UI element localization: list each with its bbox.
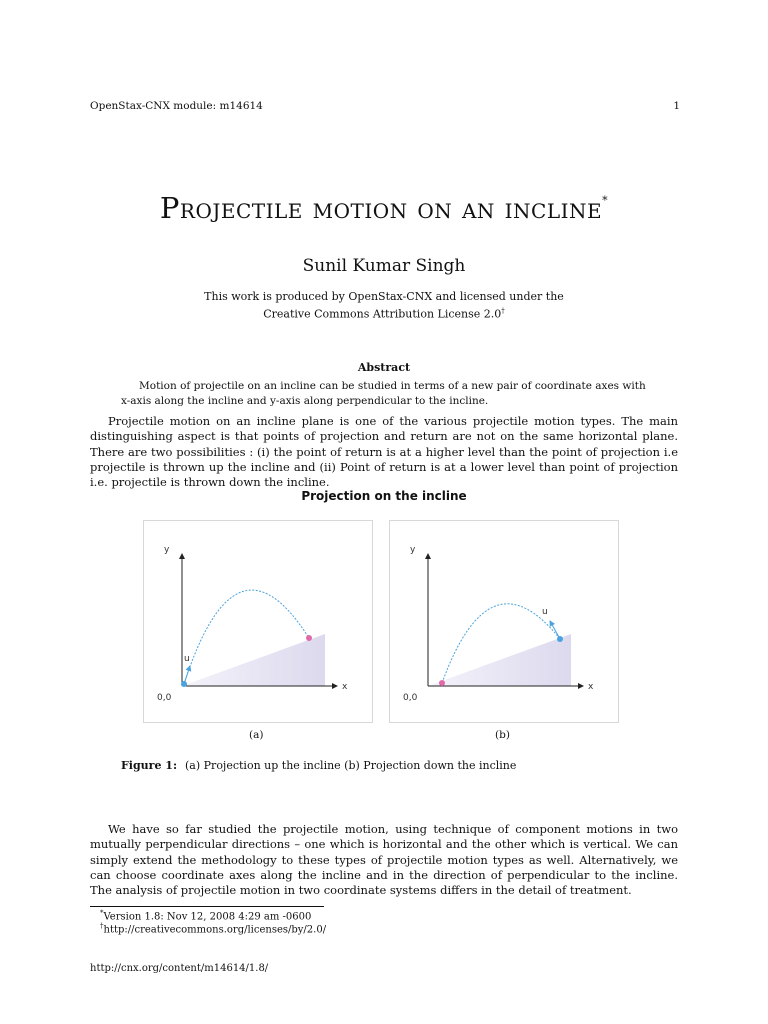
footer-url-link[interactable]: http://cnx.org/content/m14614/1.8/ [90,963,269,974]
license-name[interactable]: Creative Commons Attribution License 2.0 [263,307,502,321]
abstract-text: Motion of projectile on an incline can be studied in terms of a new pair of coordinate axes with x-axis along the incline and y-axis along perpendicular to the incline. [121,380,646,407]
footnote-version [100,909,311,922]
footnote-mark-2: † [100,922,104,930]
body-paragraph-2: We have so far studied the projectile motion, using technique of component motions in two mutually perpendicular directions – one which is horizontal and the other which is vertical. We can simply extend the methodology to these types of projectile motion types as well. Alternatively, we can choose coordinate axes along the incline and in the direction of perpendicular to the incline. The analysis of projectile motion in two coordinate systems differs in the detail of treatment. [90,822,678,898]
diagram-projection-up [144,521,372,722]
incline-wedge [428,634,571,686]
figure-caption [121,759,516,772]
diagram-projection-down [390,521,618,722]
figure-panel-a [143,520,373,723]
title-footnote-mark: * [602,194,609,207]
body-paragraph-1: Projectile motion on an incline plane is one of the various projectile motion types. The main distinguishing aspect is that points of projection and return are not on the same horizontal plane. There are two possibilities : (i) the point of return is at a higher level than the point of projection i.e projectile is thrown up the incline and (ii) Point of return is at a lower level than point of projection i.e. projectile is thrown down the incline. [90,414,678,490]
return-point [306,635,312,641]
velocity-vector [550,621,560,639]
origin-label: 0,0 [403,693,418,703]
author-name: Sunil Kumar Singh [302,256,466,276]
title-text: Projectile motion on an incline [159,191,603,225]
incline-wedge [182,634,325,686]
page-number: 1 [673,100,680,112]
return-point [439,680,445,686]
footnote-mark-1: * [100,909,104,917]
origin-label: 0,0 [157,693,172,703]
y-axis-label: y [164,545,170,555]
x-axis-label: x [588,682,594,692]
subfigure-label-b: (b) [495,729,510,741]
launch-point [181,681,187,687]
license-line-2 [0,304,768,322]
figure-heading: Projection on the incline [301,489,467,503]
footnote-license-link[interactable]: http://creativecommons.org/licenses/by/2.0/ [103,924,327,936]
page-title [0,191,768,225]
footnote-divider [90,906,324,907]
footnote-version-text: Version 1.8: Nov 12, 2008 4:29 am -0600 [103,911,312,923]
running-header-module: OpenStax-CNX module: m14614 [90,100,263,112]
x-axis-label: x [342,682,348,692]
velocity-label: u [184,654,190,664]
velocity-label: u [542,607,548,617]
caption-label: Figure 1: [121,759,178,772]
abstract-heading: Abstract [357,361,411,374]
license-line-1: This work is produced by OpenStax-CNX and licensed under the [204,290,564,303]
y-axis-label: y [410,545,416,555]
launch-point [557,636,563,642]
license-footnote-mark: † [501,307,505,315]
caption-text: (a) Projection up the incline (b) Projection down the incline [185,759,517,772]
footnote-license [100,922,326,935]
license-statement [0,289,768,322]
figure-panel-b [389,520,619,723]
subfigure-label-a: (a) [249,729,264,741]
